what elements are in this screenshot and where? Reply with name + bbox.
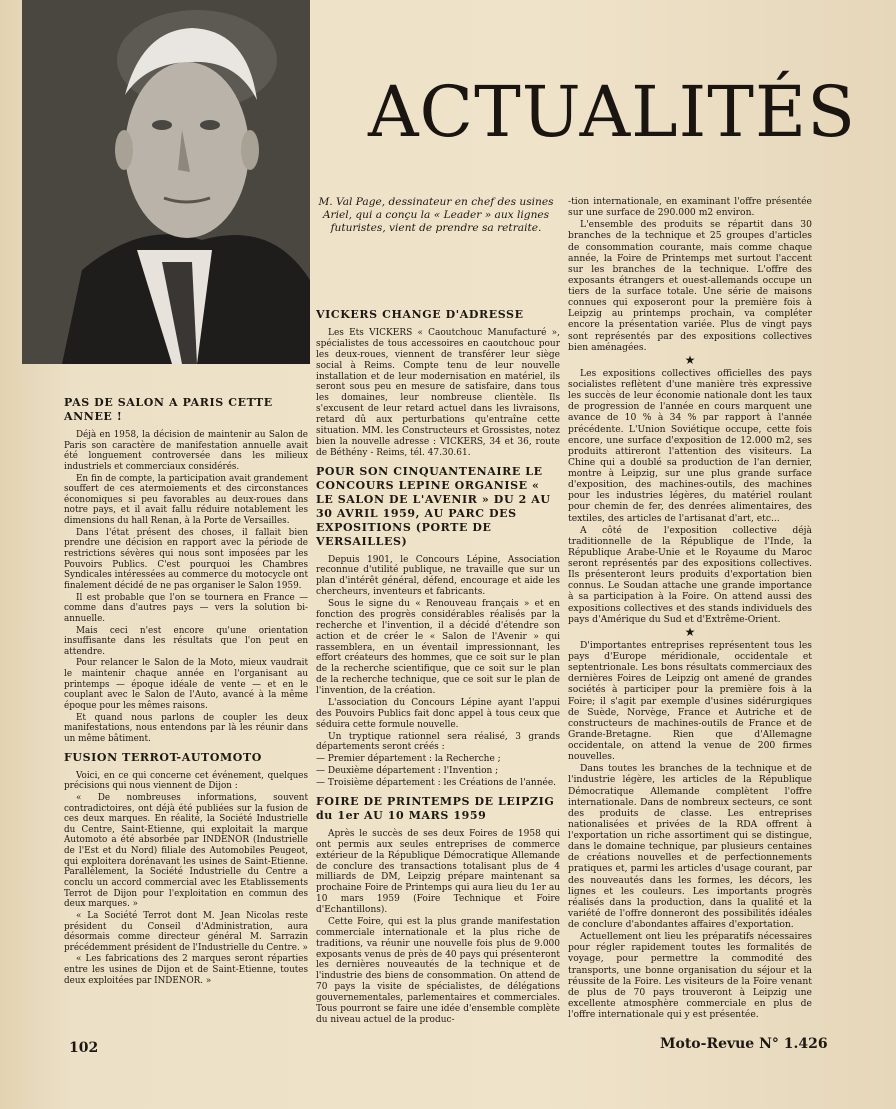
paragraph: Les expositions collectives officielles des pays socialistes reflètent d'une manière très expressive les succès de leur économie nationale dont les taux de progression de l'année en cours marquent une avance de 10 % à 34 % par rapport à l'année précédente. L'Union Soviétique occupe, cette fois encore, une surface d'exposition de 12.000 m2, ses produits attireront l'attention des visiteurs. La Chine qui a doublé sa production de l'an dernier, montre à Leipzig, sur une plus grande surface d'exposition, des machines-outils, des machines pour les industries légères, du matériel roulant pour chemin de fer, des denrées alimentaires, des textiles, des articles de l'artisanat d'art, etc... [568, 367, 812, 524]
paragraph: Un tryptique rationnel sera réalisé, 3 grands départements seront créés : [316, 731, 560, 753]
paragraph: L'ensemble des produits se répartit dans 30 branches de la technique et 25 groupes d'articles de consommation courante, mais comme chaque année, la Foire de Printemps met surtout l'accent sur les branches de la technique. L'offre des exposants étrangers et ouest-allemands occupe un tiers de la surface totale. Une série de maisons connues qui exposeront pour la première fois à Leipzig au printemps prochain, va compléter encore la présentation variée. Plus de vingt pays sont représentés par des expositions collectives bien aménagées. [568, 219, 812, 353]
paragraph: Mais ceci n'est encore qu'une orientation insuffisante dans les résultats que l'on peut en attendre. [64, 625, 308, 657]
star-icon: ★ [684, 352, 696, 367]
paragraph: « De nombreuses informations, souvent contradictoires, ont déjà été publiées sur la fusion de ces deux marques. En réalité, la Société Industrielle du Centre, Saint-Etienne, qui exploitait la marque Automoto a été absorbée par INDENOR (Industrielle de l'Est et du Nord) filiale des Automobiles Peugeot, qui exploitera dorénavant les usines de Saint-Etienne. Parallèlement, la Société Industrielle du Centre a conclu un accord commercial avec les Etablissements Terrot de Dijon pour l'exploitation en commun des deux marques. » [64, 792, 308, 910]
heading-foire-leipzig: FOIRE DE PRINTEMPS DE LEIPZIG du 1er AU 10 MARS 1959 [316, 794, 555, 822]
paragraph: En fin de compte, la participation avait grandement souffert de ces atermoiements et des circonstances économiques si peu favorables au deux-roues dans notre pays, et il avait fallu réduire notablement les dimensions du hall Renan, à la Porte de Versailles. [64, 473, 308, 527]
list-item: — Premier département : la Recherche ; [316, 754, 501, 765]
heading-concours-lepine: POUR SON CINQUANTENAIRE LE CONCOURS LEPINE ORGANISE « LE SALON DE L'AVENIR » DU 2 AU 30 AVRIL 1959, AU PARC DES EXPOSITIONS (PORTE DE VERSAILLES) [316, 464, 551, 548]
paragraph: Cette Foire, qui est la plus grande manifestation commerciale internationale et la plus riche de traditions, va réunir une nouvelle fois plus de 9.000 exposants venus de près de 40 pays qui présenteront les dernières nouveautés de la technique et de l'industrie des biens de consommation. On attend de 70 pays la visite de spécialistes, de délégations gouvernementales, parlementaires et commerciales. Tous pourront se faire une idée d'ensemble complète du niveau actuel de la produc- [316, 916, 560, 1025]
paragraph: -tion internationale, en examinant l'offre présentée sur une surface de 290.000 m2 environ. [568, 196, 812, 219]
column-left [64, 390, 308, 987]
paragraph: Depuis 1901, le Concours Lépine, Association reconnue d'utilité publique, ne travaille que sur un plan d'intérêt général, défend, encourage et aide les chercheurs, inventeurs et fabricants. [316, 554, 560, 598]
paragraph: Et quand nous parlons de coupler les deux manifestations, nous entendons par là les réunir dans un même bâtiment. [64, 712, 308, 744]
list-item: — Troisième département : les Créations de l'année. [316, 778, 557, 788]
page-number: 102 [69, 1040, 99, 1056]
paragraph: Actuellement ont lieu les préparatifs nécessaires pour régler rapidement toutes les formalités de voyage, pour permettre la commodité des transports, une bonne organisation du séjour et la réussite de la Foire. Les visiteurs de la Foire venant de plus de 70 pays trouveront à Leipzig une excellente atmosphère commerciale en plus de l'offre internationale qui y est présentée. [568, 931, 812, 1020]
page-title: ACTUALITÉS [367, 71, 857, 153]
magazine-issue: Moto-Revue N° 1.426 [660, 1036, 828, 1052]
portrait-photo [22, 0, 310, 364]
star-icon: ★ [684, 624, 696, 639]
paragraph: A côté de l'exposition collective déjà traditionnelle de la République de l'Inde, la République Arabe-Unie et le Royaume du Maroc seront représentés par des expositions collectives. Ils présenteront leurs produits d'exportation bien connus. Le Soudan attache une grande importance à sa participation à la Foire. On attend aussi des expositions collectives et des stands individuels des pays d'Amérique du Sud et d'Extrême-Orient. [568, 524, 812, 625]
paragraph: « La Société Terrot dont M. Jean Nicolas reste président du Conseil d'Administration, aura désormais comme directeur général M. Sarrazin précédemment président de l'Industrielle du Centre. » [64, 910, 308, 953]
paragraph: Voici, en ce qui concerne cet événement, quelques précisions qui nous viennent de Dijon : [64, 770, 308, 792]
photo-caption: M. Val Page, dessinateur en chef des usines Ariel, qui a conçu la « Leader » aux lignes futuristes, vient de prendre sa retraite. [318, 196, 554, 235]
heading-vickers: VICKERS CHANGE D'ADRESSE [316, 308, 524, 321]
heading-salon-paris: PAS DE SALON A PARIS CETTE ANNEE ! [64, 396, 273, 423]
paragraph: Déjà en 1958, la décision de maintenir au Salon de Paris son caractère de manifestation annuelle avait été longuement controversée dans les milieux industriels et commerciaux considérés. [64, 430, 308, 472]
paragraph: D'importantes entreprises représentent tous les pays d'Europe méridionale, occidentale et septentrionale. Les bons résultats commerciaux des dernières Foires de Leipzig ont amené de grandes sociétés à participer pour la première fois à la Foire; il s'agit par exemple d'usines sidérurgiques de Suède, Norvège, France et Autriche et de constructeurs de machines-outils de France et de Grande-Bretagne. Rien que d'Allemagne occidentale, on attend la venue de 200 firmes nouvelles. [568, 639, 812, 763]
paragraph: « Les fabrications des 2 marques seront réparties entre les usines de Dijon et de Saint-Etienne, toutes deux exploitées par INDENOR. » [64, 954, 308, 986]
heading-fusion-terrot: FUSION TERROT-AUTOMOTO [64, 750, 262, 764]
paragraph: Dans l'état présent des choses, il fallait bien prendre une décision en rapport avec la période de restrictions sévères qui nous sont imposées par les Pouvoirs Publics. C'est pourquoi les Chambres Syndicales intéressées au commerce du motocycle ont finalement décidé de ne pas organiser le Salon 1959. [64, 527, 308, 591]
paragraph: Sous le signe du « Renouveau français » et en fonction des progrès considérables réalisés par la recherche et l'invention, il a décidé d'étendre son action et de créer le « Salon de l'Avenir » qui rassemblera, en un éventail impressionnant, les effort créateurs des hommes, que ce soit sur le plan de la recherche scientifique, que ce soit sur le plan de la recherche technique, que ce soit sur le plan de l'invention, de la création. [316, 599, 560, 696]
paragraph: Il est probable que l'on se tournera en France — comme dans d'autres pays — vers la solution bi-annuelle. [64, 592, 308, 624]
paragraph: Dans toutes les branches de la technique et de l'industrie légère, les articles de la République Démocratique Allemande complètent l'offre internationale. Dans de nombreux secteurs, ce sont des produits de classe. Les entreprises nationalisées et privées de la RDA offrent à l'exportation un riche assortiment qui se distingue, dans le domaine technique, par plusieurs centaines de créations nouvelles et de perfectionnements pratiques et, parmi les articles d'usage courant, par des nouveautés dans les formes, les décors, les lignes et les couleurs. Les importants progrès réalisés dans la production, dans la qualité et la variété de l'offre donneront des possibilités idéales de conclure d'abondantes affaires d'exportation. [568, 763, 812, 930]
paragraph: Après le succès de ses deux Foires de 1958 qui ont permis aux seules entreprises de commerce extérieur de la République Démocratique Allemande de conclure des transactions totalisant plus de 4 milliards de DM, Leipzig prépare maintenant sa prochaine Foire de Printemps qui aura lieu du 1er au 10 mars 1959 (Foire Technique et Foire d'Echantillons). [316, 828, 560, 915]
paragraph: Les Ets VICKERS « Caoutchouc Manufacturé », spécialistes de tous accessoires en caoutchouc pour les deux-roues, viennent de transférer leur siège social à Reims. Compte tenu de leur nouvelle installation et de leur modernisation en matériel, ils seront sous peu en mesure de satisfaire, dans tous les domaines, leur nombreuse clientèle. Ils s'excusent de leur retard actuel dans les livraisons, retard dû aux perturbations qu'entraîne cette situation. MM. les Constructeurs et Grossistes, notez bien la nouvelle adresse : VICKERS, 34 et 36, route de Béthény - Reims, tél. 47.30.61. [316, 328, 560, 458]
portrait-illustration [22, 0, 310, 364]
column-middle [316, 302, 560, 1027]
list-item: — Deuxième département : l'Invention ; [316, 766, 499, 777]
column-right [568, 196, 812, 1021]
paragraph: L'association du Concours Lépine ayant l'appui des Pouvoirs Publics fait donc appel à tous ceux que séduira cette formule nouvelle. [316, 697, 560, 730]
paragraph: Pour relancer le Salon de la Moto, mieux vaudrait le maintenir chaque année en l'organisant au printemps — époque idéale de vente — et en le couplant avec le Salon de l'Auto, avancé à la même époque pour les mêmes raisons. [64, 658, 308, 712]
